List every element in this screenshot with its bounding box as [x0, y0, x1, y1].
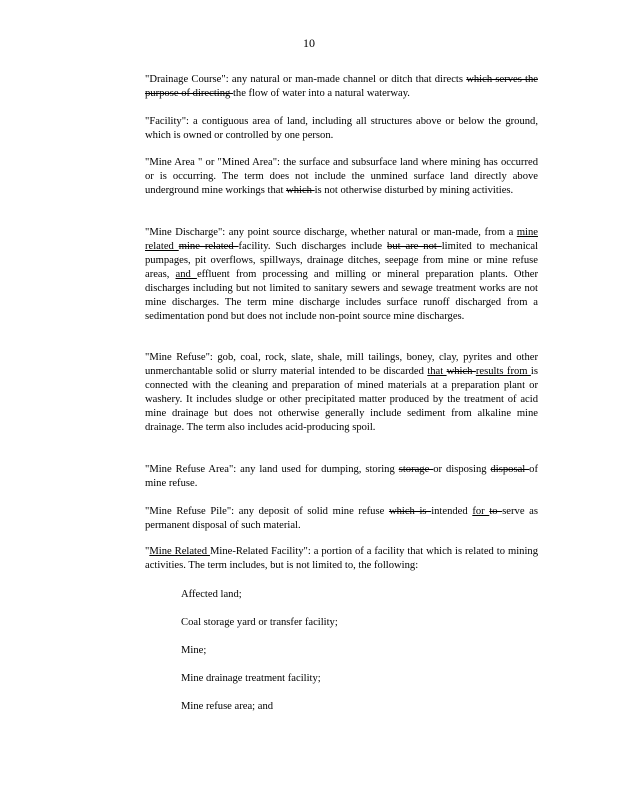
definition-text: "Drainage Course": any natural or man-made channel or ditch that directs	[145, 74, 467, 85]
definition-text: limited to mechanical pumpages, pit overflows, spillways, drainage ditches, seepage from mine or mine refuse areas,	[145, 241, 539, 280]
definition-mine-refuse-pile	[145, 505, 538, 533]
definition-text: Mine-Related Facility": a portion of a facility that	[209, 546, 427, 557]
page-number: 10	[303, 36, 315, 50]
definition-text: "Mine Refuse": gob, coal, rock, slate, shale, mill tailings, boney, clay, pyrites and other unmerchantable solid or slurry material intended to be discarded	[145, 352, 538, 377]
definition-text: "Facility": a contiguous area of land, including all structures above or below the ground, which is owned or controlled by one person.	[145, 116, 538, 141]
definition-text: serve as permanent disposal of such material.	[145, 506, 538, 531]
inserted-text: that	[427, 366, 447, 377]
list-item-mine: Mine;	[181, 645, 207, 656]
definition-mine-related-facility	[145, 545, 538, 573]
inserted-text: mine related	[145, 227, 538, 252]
inserted-text: results from	[475, 366, 531, 377]
definition-text: "Mine Refuse Area": any land used for dumping, storing	[145, 464, 399, 475]
inserted-text: Mine Related	[149, 546, 210, 557]
definition-text: or disposing	[433, 464, 491, 475]
definition-text: of mine refuse.	[145, 464, 538, 489]
definition-text: "Mine Area " or "Mined Area": the surface and subsurface land where mining has occurred or is occurring. The term does not include the unmined surface land directly above underground mine workings that	[145, 157, 538, 196]
definition-text: is not otherwise disturbed by mining activities.	[314, 185, 514, 196]
definition-text: is connected with the cleaning and preparation of mined materials at a preparation plant or washery. It includes sludge or other precipitated matter produced by the treatment of acid mine drainage but does not otherwise generally include sediment from alkaline mine drainage. The term also includes acid-producing spoil.	[145, 366, 538, 433]
definition-mine-discharge	[145, 226, 538, 324]
deleted-text: which	[446, 366, 476, 377]
deleted-text: which serves the purpose of directing	[145, 74, 538, 99]
deleted-text: which is	[388, 506, 432, 517]
inserted-text: and	[175, 269, 197, 280]
deleted-text: to	[489, 506, 503, 517]
definition-text: which is related to mining activities. The term includes, but is not limited to, the following:	[145, 546, 539, 571]
definition-text: effluent from processing and milling or mineral preparation plants. Other discharges including but not limited to sanitary sewers and sewage treatment works are not mine discharges. The term mine discharge includes surface runoff discharged from a sedimentation pond but does not include non-point source mine discharges.	[145, 269, 538, 322]
deleted-text: storage	[398, 464, 434, 475]
list-item-coal-storage-yard: Coal storage yard or transfer facility;	[181, 617, 338, 628]
definition-mine-refuse	[145, 351, 538, 435]
definition-text: intended	[431, 506, 473, 517]
definition-text: "Mine Refuse Pile": any deposit of solid mine refuse	[145, 506, 389, 517]
definition-mine-refuse-area	[145, 463, 538, 491]
definition-mine-area	[145, 156, 538, 198]
definition-text: "Mine Discharge": any point source discharge, whether natural or man-made, from a	[145, 227, 517, 238]
definition-text: the flow of water into a natural waterway.	[232, 88, 410, 99]
definition-text: facility. Such discharges include	[238, 241, 388, 252]
deleted-text: disposal	[490, 464, 530, 475]
list-item-mine-refuse-area: Mine refuse area; and	[181, 701, 274, 712]
deleted-text: mine related	[178, 241, 239, 252]
definition-facility	[145, 115, 538, 143]
deleted-text: but are not	[387, 241, 442, 252]
deleted-text: which	[286, 185, 315, 196]
definition-text: "	[145, 546, 150, 557]
list-item-mine-drainage-treatment: Mine drainage treatment facility;	[181, 673, 321, 684]
definition-drainage-course	[145, 73, 538, 101]
list-item-affected-land: Affected land;	[181, 589, 242, 600]
inserted-text: for	[472, 506, 490, 517]
